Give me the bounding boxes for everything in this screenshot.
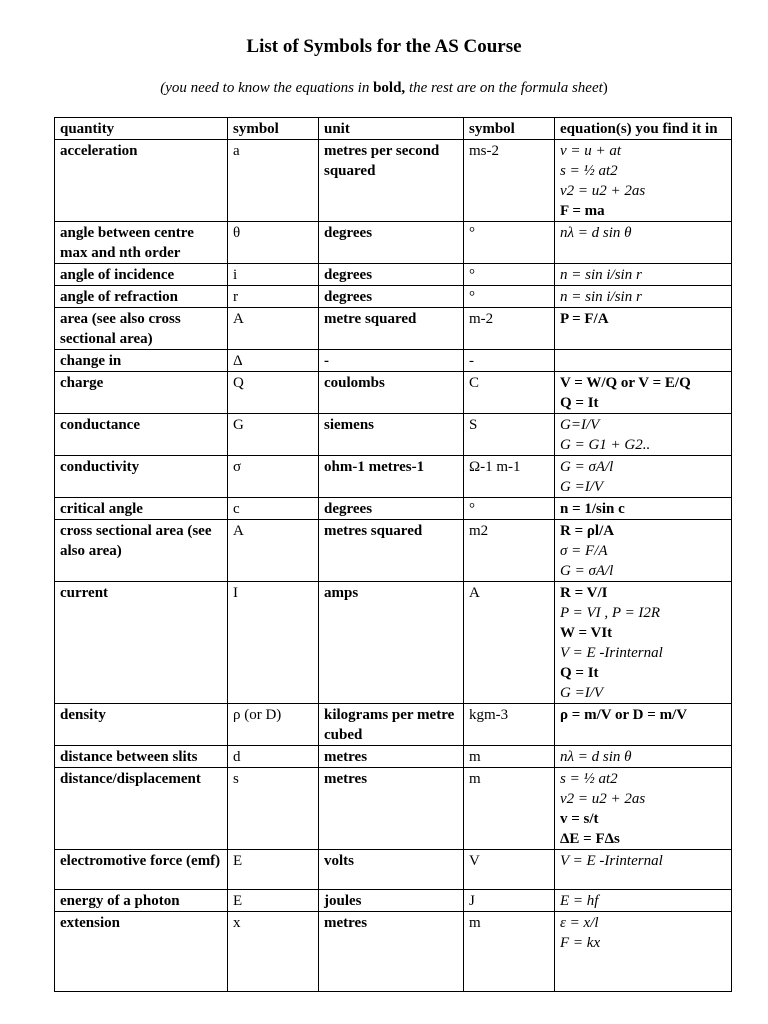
symbol-cell: E [228, 890, 319, 912]
equation: V = E -Irinternal [560, 645, 663, 661]
symbol-cell: σ [228, 456, 319, 498]
quantity-cell: angle of refraction [55, 286, 228, 308]
equation: ρ = m/V or D = m/V [560, 707, 688, 723]
unit-symbol-cell: J [464, 890, 555, 912]
symbol-cell: ρ (or D) [228, 704, 319, 746]
symbol-cell: I [228, 582, 319, 704]
quantity-cell: conductance [55, 414, 228, 456]
unit-cell: degrees [319, 498, 464, 520]
unit-symbol-cell: m [464, 746, 555, 768]
equation: v2 = u2 + 2as [560, 791, 646, 807]
unit-symbol-cell: V [464, 850, 555, 890]
unit-cell: siemens [319, 414, 464, 456]
quantity-cell: charge [55, 372, 228, 414]
equation: P = VI , P = I2R [560, 605, 661, 621]
unit-symbol-cell: m2 [464, 520, 555, 582]
equation: n = sin i/sin r [560, 289, 642, 305]
quantity-cell: extension [55, 912, 228, 992]
symbol-cell: c [228, 498, 319, 520]
equations-cell [555, 704, 732, 746]
table-row [55, 890, 732, 912]
symbol-cell: i [228, 264, 319, 286]
equation: W = VIt [560, 625, 613, 641]
symbol-cell: s [228, 768, 319, 850]
equations-cell [555, 414, 732, 456]
unit-symbol-cell: A [464, 582, 555, 704]
table-row [55, 582, 732, 704]
unit-cell: kilograms per metre cubed [319, 704, 464, 746]
header-symbol: symbol [228, 118, 319, 140]
equation: P = F/A [560, 311, 609, 327]
quantity-cell: area (see also cross sectional area) [55, 308, 228, 350]
unit-cell: metres squared [319, 520, 464, 582]
equations-cell [555, 222, 732, 264]
equation: G = G1 + G2.. [560, 437, 651, 453]
table-row [55, 222, 732, 264]
quantity-cell: energy of a photon [55, 890, 228, 912]
equations-cell [555, 264, 732, 286]
unit-cell: degrees [319, 222, 464, 264]
symbol-cell: r [228, 286, 319, 308]
unit-cell: degrees [319, 264, 464, 286]
table-row [55, 850, 732, 890]
equations-cell [555, 520, 732, 582]
symbol-cell: Q [228, 372, 319, 414]
table-row [55, 308, 732, 350]
symbol-cell: G [228, 414, 319, 456]
equations-cell [555, 286, 732, 308]
equations-cell [555, 350, 732, 372]
header-quantity: quantity [55, 118, 228, 140]
symbol-cell: A [228, 520, 319, 582]
quantity-cell: distance between slits [55, 746, 228, 768]
equation: R = V/I [560, 585, 608, 601]
equation: G = σA/l [560, 459, 614, 475]
page-title: List of Symbols for the AS Course [246, 36, 522, 57]
unit-symbol-cell: ° [464, 264, 555, 286]
symbol-cell: a [228, 140, 319, 222]
equations-cell [555, 582, 732, 704]
quantity-cell: acceleration [55, 140, 228, 222]
equation: G =I/V [560, 685, 604, 701]
unit-symbol-cell: m [464, 768, 555, 850]
table-row [55, 768, 732, 850]
page-subtitle [0, 80, 768, 97]
table-row [55, 372, 732, 414]
equation: G =I/V [560, 479, 604, 495]
unit-cell: metres [319, 768, 464, 850]
equation: F = ma [560, 203, 605, 219]
unit-cell: amps [319, 582, 464, 704]
symbol-cell: d [228, 746, 319, 768]
equation: nλ = d sin θ [560, 225, 632, 241]
symbols-table [54, 117, 732, 992]
equation: nλ = d sin θ [560, 749, 632, 765]
table-row [55, 350, 732, 372]
equation: v = s/t [560, 811, 599, 827]
subtitle-before: (you need to know the equations in [160, 80, 374, 96]
unit-cell: joules [319, 890, 464, 912]
unit-symbol-cell: kgm-3 [464, 704, 555, 746]
equations-cell [555, 456, 732, 498]
table-row [55, 912, 732, 992]
equation: G=I/V [560, 417, 600, 433]
subtitle-close: ) [602, 80, 608, 96]
unit-cell: metre squared [319, 308, 464, 350]
equation: s = ½ at2 [560, 163, 618, 179]
unit-symbol-cell: S [464, 414, 555, 456]
equation: F = kx [560, 935, 601, 951]
equations-cell [555, 308, 732, 350]
equation: ΔE = FΔs [560, 831, 620, 847]
equation: Q = It [560, 665, 599, 681]
table-body [55, 140, 732, 992]
equation: R = ρl/A [560, 523, 615, 539]
quantity-cell: current [55, 582, 228, 704]
unit-symbol-cell: ° [464, 498, 555, 520]
unit-symbol-cell: m [464, 912, 555, 992]
table-row [55, 520, 732, 582]
equation: σ = F/A [560, 543, 608, 559]
equation: V = E -Irinternal [560, 853, 663, 869]
unit-cell: metres per second squared [319, 140, 464, 222]
table-row [55, 746, 732, 768]
equations-cell [555, 912, 732, 992]
equation: s = ½ at2 [560, 771, 618, 787]
equation: n = sin i/sin r [560, 267, 642, 283]
quantity-cell: distance/displacement [55, 768, 228, 850]
table-row [55, 704, 732, 746]
equation: E = hf [560, 893, 599, 909]
unit-cell: degrees [319, 286, 464, 308]
quantity-cell: angle of incidence [55, 264, 228, 286]
subtitle-after: the rest are on the formula sheet [405, 80, 603, 96]
equations-cell [555, 746, 732, 768]
unit-cell: ohm-1 metres-1 [319, 456, 464, 498]
subtitle-bold: bold, [373, 80, 406, 96]
quantity-cell: angle between centre max and nth order [55, 222, 228, 264]
header-unit: unit [319, 118, 464, 140]
unit-symbol-cell: ms-2 [464, 140, 555, 222]
table-row [55, 456, 732, 498]
symbol-cell: Δ [228, 350, 319, 372]
table-row [55, 286, 732, 308]
equation: G = σA/l [560, 563, 614, 579]
table-header-row [55, 118, 732, 140]
header-equations: equation(s) you find it in [555, 118, 732, 140]
symbol-cell: θ [228, 222, 319, 264]
unit-cell: - [319, 350, 464, 372]
equation: ε = x/l [560, 915, 599, 931]
equation: v2 = u2 + 2as [560, 183, 646, 199]
equations-cell [555, 140, 732, 222]
table-row [55, 140, 732, 222]
quantity-cell: critical angle [55, 498, 228, 520]
unit-symbol-cell: - [464, 350, 555, 372]
unit-symbol-cell: C [464, 372, 555, 414]
header-unit-symbol: symbol [464, 118, 555, 140]
unit-cell: metres [319, 912, 464, 992]
table-row [55, 264, 732, 286]
equations-cell [555, 850, 732, 890]
table-row [55, 414, 732, 456]
symbol-cell: A [228, 308, 319, 350]
equation: Q = It [560, 395, 599, 411]
equations-cell [555, 890, 732, 912]
symbol-cell: x [228, 912, 319, 992]
symbol-cell: E [228, 850, 319, 890]
quantity-cell: density [55, 704, 228, 746]
equation: v = u + at [560, 143, 622, 159]
equation: V = W/Q or V = E/Q [560, 375, 691, 391]
quantity-cell: cross sectional area (see also area) [55, 520, 228, 582]
equations-cell [555, 372, 732, 414]
table-row [55, 498, 732, 520]
unit-symbol-cell: Ω-1 m-1 [464, 456, 555, 498]
unit-symbol-cell: ° [464, 222, 555, 264]
unit-cell: metres [319, 746, 464, 768]
unit-cell: volts [319, 850, 464, 890]
equations-cell [555, 768, 732, 850]
equation: n = 1/sin c [560, 501, 625, 517]
equations-cell [555, 498, 732, 520]
unit-symbol-cell: m-2 [464, 308, 555, 350]
quantity-cell: electromotive force (emf) [55, 850, 228, 890]
unit-cell: coulombs [319, 372, 464, 414]
quantity-cell: conductivity [55, 456, 228, 498]
quantity-cell: change in [55, 350, 228, 372]
unit-symbol-cell: ° [464, 286, 555, 308]
